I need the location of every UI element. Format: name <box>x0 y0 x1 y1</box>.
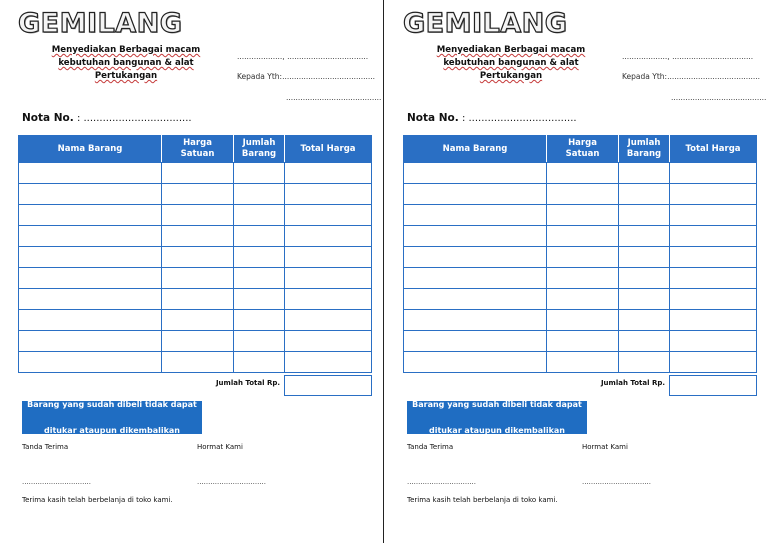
cell-jumlah-barang[interactable] <box>234 289 285 310</box>
total-label: Jumlah Total Rp. <box>600 379 665 387</box>
cell-jumlah-barang[interactable] <box>234 184 285 205</box>
cell-nama-barang[interactable] <box>404 205 547 226</box>
cell-nama-barang[interactable] <box>404 289 547 310</box>
table-row <box>19 268 372 289</box>
table-body <box>19 163 372 373</box>
nota-line <box>407 112 577 124</box>
kepada-label: Kepada Yth: <box>237 72 283 81</box>
total-value-box <box>284 375 372 396</box>
cell-harga-satuan[interactable] <box>162 247 234 268</box>
header-nama-barang: Nama Barang <box>404 136 547 163</box>
cell-total-harga[interactable] <box>285 247 372 268</box>
signature-line-seller: ............................... <box>582 478 651 486</box>
cell-total-harga[interactable] <box>285 331 372 352</box>
table-header-row <box>19 136 372 163</box>
signature-line-receiver: ............................... <box>22 478 91 486</box>
cell-jumlah-barang[interactable] <box>619 247 670 268</box>
header-harga-line1: Harga <box>183 138 212 148</box>
cell-total-harga[interactable] <box>285 205 372 226</box>
kepada-dots: ....................................... <box>282 72 376 81</box>
kepada-dots-2: ........................................ <box>286 93 382 102</box>
cell-nama-barang[interactable] <box>19 331 162 352</box>
cell-jumlah-barang[interactable] <box>619 163 670 184</box>
cell-total-harga[interactable] <box>285 268 372 289</box>
cell-nama-barang[interactable] <box>404 184 547 205</box>
table-row <box>19 289 372 310</box>
cell-total-harga[interactable] <box>285 352 372 373</box>
signature-line-receiver: ............................... <box>407 478 476 486</box>
receipt-left <box>0 0 380 543</box>
cell-jumlah-barang[interactable] <box>619 331 670 352</box>
table-row <box>19 310 372 331</box>
cell-harga-satuan[interactable] <box>547 226 619 247</box>
signature-line-seller: ............................... <box>197 478 266 486</box>
table-row <box>404 205 757 226</box>
cell-harga-satuan[interactable] <box>162 163 234 184</box>
cell-total-harga[interactable] <box>285 184 372 205</box>
cell-jumlah-barang[interactable] <box>619 268 670 289</box>
total-value-box <box>669 375 757 396</box>
kepada-dots-2: ........................................ <box>671 93 767 102</box>
tagline-line2: kebutuhan bangunan & alat Pertukangan <box>58 58 194 81</box>
table-row <box>19 331 372 352</box>
header-total-harga: Total Harga <box>285 136 372 163</box>
receipt-right <box>385 0 765 543</box>
nota-label: Nota No. <box>22 112 74 124</box>
cell-nama-barang[interactable] <box>19 163 162 184</box>
cell-harga-satuan[interactable] <box>547 163 619 184</box>
cell-nama-barang[interactable] <box>19 352 162 373</box>
cell-harga-satuan[interactable] <box>547 289 619 310</box>
cell-nama-barang[interactable] <box>19 226 162 247</box>
notice-banner <box>22 401 202 434</box>
header-jumlah-barang <box>234 136 285 163</box>
table-row <box>19 184 372 205</box>
table-row <box>404 247 757 268</box>
hormat-kami-label: Hormat Kami <box>197 443 243 451</box>
cell-total-harga[interactable] <box>670 163 757 184</box>
cell-harga-satuan[interactable] <box>547 310 619 331</box>
tagline-line1: Menyediakan Berbagai macam <box>51 45 201 55</box>
kepada-label: Kepada Yth: <box>622 72 668 81</box>
cell-jumlah-barang[interactable] <box>234 268 285 289</box>
cell-nama-barang[interactable] <box>404 352 547 373</box>
table-row <box>19 205 372 226</box>
cell-harga-satuan[interactable] <box>162 268 234 289</box>
cell-harga-satuan[interactable] <box>547 205 619 226</box>
kepada-dots: ....................................... <box>667 72 761 81</box>
cell-total-harga[interactable] <box>285 310 372 331</box>
table-row <box>19 163 372 184</box>
cell-jumlah-barang[interactable] <box>234 310 285 331</box>
items-table <box>18 135 372 373</box>
table-row <box>404 226 757 247</box>
table-row <box>404 352 757 373</box>
cell-jumlah-barang[interactable] <box>619 310 670 331</box>
cell-harga-satuan[interactable] <box>162 226 234 247</box>
cell-nama-barang[interactable] <box>404 247 547 268</box>
table-row <box>404 184 757 205</box>
header-harga-line1: Harga <box>568 138 597 148</box>
cell-nama-barang[interactable] <box>19 268 162 289</box>
cell-jumlah-barang[interactable] <box>234 247 285 268</box>
cell-jumlah-barang[interactable] <box>234 331 285 352</box>
header-jumlah-line1: Jumlah <box>627 138 661 148</box>
kepada-line <box>237 72 375 81</box>
cell-jumlah-barang[interactable] <box>234 226 285 247</box>
brand-title: GEMILANG <box>18 8 183 39</box>
table-row <box>404 310 757 331</box>
header-nama-barang: Nama Barang <box>19 136 162 163</box>
table-row <box>19 247 372 268</box>
cell-total-harga[interactable] <box>670 268 757 289</box>
cell-total-harga[interactable] <box>670 247 757 268</box>
cell-total-harga[interactable] <box>670 310 757 331</box>
cell-harga-satuan[interactable] <box>547 184 619 205</box>
cell-total-harga[interactable] <box>285 163 372 184</box>
cell-total-harga[interactable] <box>285 289 372 310</box>
notice-banner <box>407 401 587 434</box>
tanda-terima-label: Tanda Terima <box>407 443 454 451</box>
items-table <box>403 135 757 373</box>
table-row <box>19 226 372 247</box>
cell-harga-satuan[interactable] <box>547 331 619 352</box>
header-total-harga: Total Harga <box>670 136 757 163</box>
cell-jumlah-barang[interactable] <box>234 352 285 373</box>
cell-harga-satuan[interactable] <box>547 247 619 268</box>
nota-line <box>22 112 192 124</box>
date-line: ..................., .................................. <box>622 52 754 61</box>
table-row <box>404 289 757 310</box>
cell-harga-satuan[interactable] <box>162 205 234 226</box>
cell-harga-satuan[interactable] <box>162 289 234 310</box>
cell-total-harga[interactable] <box>670 289 757 310</box>
table-header-row <box>404 136 757 163</box>
total-label: Jumlah Total Rp. <box>215 379 280 387</box>
header-jumlah-line2: Barang <box>626 149 662 159</box>
header-jumlah-line1: Jumlah <box>242 138 276 148</box>
notice-line1: Barang yang sudah dibeli tidak dapat <box>412 400 582 409</box>
cell-jumlah-barang[interactable] <box>619 352 670 373</box>
cell-total-harga[interactable] <box>670 352 757 373</box>
tagline <box>411 44 611 83</box>
cell-total-harga[interactable] <box>670 184 757 205</box>
cell-nama-barang[interactable] <box>19 310 162 331</box>
cell-harga-satuan[interactable] <box>162 352 234 373</box>
header-harga-satuan <box>547 136 619 163</box>
cell-jumlah-barang[interactable] <box>619 226 670 247</box>
cell-harga-satuan[interactable] <box>547 268 619 289</box>
hormat-kami-label: Hormat Kami <box>582 443 628 451</box>
cell-harga-satuan[interactable] <box>162 331 234 352</box>
header-harga-line2: Satuan <box>565 149 600 159</box>
header-jumlah-barang <box>619 136 670 163</box>
tanda-terima-label: Tanda Terima <box>22 443 69 451</box>
tagline-line2: kebutuhan bangunan & alat Pertukangan <box>443 58 579 81</box>
cell-total-harga[interactable] <box>670 226 757 247</box>
thanks-text: Terima kasih telah berbelanja di toko kami. <box>407 496 558 504</box>
cell-jumlah-barang[interactable] <box>619 184 670 205</box>
header-harga-satuan <box>162 136 234 163</box>
table-row <box>404 268 757 289</box>
cell-harga-satuan[interactable] <box>547 352 619 373</box>
cell-harga-satuan[interactable] <box>162 310 234 331</box>
cell-nama-barang[interactable] <box>19 184 162 205</box>
table-row <box>19 352 372 373</box>
kepada-line <box>622 72 760 81</box>
cell-nama-barang[interactable] <box>404 331 547 352</box>
cell-jumlah-barang[interactable] <box>234 163 285 184</box>
cell-total-harga[interactable] <box>670 205 757 226</box>
cell-nama-barang[interactable] <box>404 163 547 184</box>
cell-nama-barang[interactable] <box>404 226 547 247</box>
cell-jumlah-barang[interactable] <box>234 205 285 226</box>
nota-dots: : .................................. <box>76 113 192 124</box>
nota-label: Nota No. <box>407 112 459 124</box>
notice-line2: ditukar ataupun dikembalikan <box>43 426 180 435</box>
table-body <box>404 163 757 373</box>
cell-harga-satuan[interactable] <box>162 184 234 205</box>
brand-title: GEMILANG <box>403 8 568 39</box>
header-harga-line2: Satuan <box>180 149 215 159</box>
tagline <box>26 44 226 83</box>
cell-total-harga[interactable] <box>285 226 372 247</box>
cell-nama-barang[interactable] <box>19 205 162 226</box>
cell-nama-barang[interactable] <box>404 310 547 331</box>
page-divider <box>383 0 384 543</box>
cell-jumlah-barang[interactable] <box>619 205 670 226</box>
notice-line1: Barang yang sudah dibeli tidak dapat <box>27 400 197 409</box>
header-jumlah-line2: Barang <box>241 149 277 159</box>
nota-dots: : .................................. <box>461 113 577 124</box>
cell-jumlah-barang[interactable] <box>619 289 670 310</box>
tagline-line1: Menyediakan Berbagai macam <box>436 45 586 55</box>
table-row <box>404 163 757 184</box>
cell-total-harga[interactable] <box>670 331 757 352</box>
thanks-text: Terima kasih telah berbelanja di toko kami. <box>22 496 173 504</box>
date-line: ..................., .................................. <box>237 52 369 61</box>
cell-nama-barang[interactable] <box>404 268 547 289</box>
notice-line2: ditukar ataupun dikembalikan <box>428 426 565 435</box>
table-row <box>404 331 757 352</box>
cell-nama-barang[interactable] <box>19 289 162 310</box>
cell-nama-barang[interactable] <box>19 247 162 268</box>
